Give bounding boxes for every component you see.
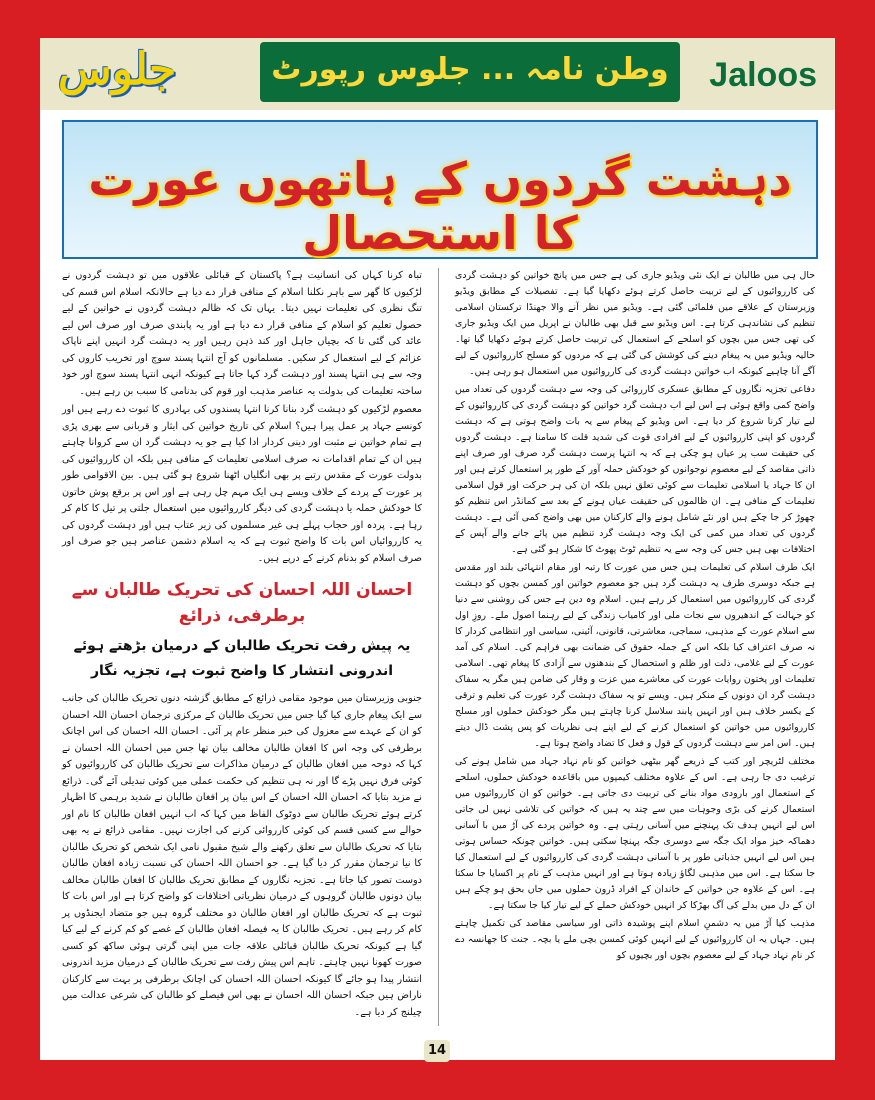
body-paragraph: تباہ کرنا کہاں کی انسانیت ہے؟ پاکستان کے قبائلی علاقوں میں تو دہشت گردوں نے لڑکیوں کا گھر سے باہر نکلنا اسلام کے منافی قرار دے دیا ہے حالانکہ اسلام اس قسم کی تنگ نظری کی تعلیمات نہیں دیتا۔ یہاں تک کہ ظالم دہشت گردوں نے خواتین کے لیے حصول تعلیم کو اسلام کے منافی قرار دے دیا ہے اور یہ پابندی صرف اور صرف اس لیے عائد کی گئی تا کہ بچیاں جاہل اور کند ذہن رہیں اور یہ دہشت گرد انہیں اپنے ناپاک عزائم کے لیے استعمال کر سکیں۔ مسلمانوں کو آج انتہا پسند سوچ اور تخریب کاروں کی وجہ سے ہی انتہا پسند اور دہشت گرد کہا جاتا ہے کیونکہ انہی انتہا پسند سوچ اور خود ساختہ تعلیمات کی بدولت یہ عناصر مذہب اور قوم کی بدنامی کا سبب بن رہے ہیں۔ xyxy=(62,270,422,397)
subheading-line: اندرونی انتشار کا واضح ثبوت ہے، تجزیہ نگار xyxy=(90,663,394,679)
article-headline: دہشت گردوں کے ہاتھوں عورت کا استحصال xyxy=(88,152,792,260)
page-header xyxy=(40,38,835,110)
right-border xyxy=(835,0,875,1100)
body-paragraph: جنوبی وزیرستان میں موجود مقامی ذرائع کے مطابق گزشتہ دنوں تحریک طالبان کی جانب سے ایک پیغام جاری کیا گیا جس میں تحریک طالبان کے مرکزی ترجمان احسان اللہ احسان کو ان کے عہدے سے معزول کی خبر منظر عام پر آئی۔ احسان اللہ احسان کی اس اچانک برطرفی کی وجہ اس کا افغان طالبان مخالف بیان تھا جس میں احسان اللہ احسان نے کہا کہ دوحہ میں افغان طالبان کے درمیان مذاکرات سے تحریک طالبان کی کارروائیوں کو کوئی فرق نہیں پڑے گا اور نہ ہی تنظیم کی حکمت عملی میں کوئی تبدیلی آئے گی۔ ذرائع نے مزید بتایا کہ احسان اللہ احسان کے اس بیان پر افغان طالبان نے شدید برہمی کا اظہار کرتے ہوئے تحریک طالبان سے دوٹوک الفاظ میں کہا کہ اب انہیں افغان طالبان کا نام اور حوالے سے کسی قسم کی کوئی کارروائی کرنے کی اجازت نہیں۔ مقامی ذرائع نے یہ بھی بتایا کہ تحریک طالبان سے تعلق رکھنے والے شیخ مقبول نامی ایک شخص کو تحریک طالبان کا نیا ترجمان مقرر کر دیا گیا ہے۔ جو احسان اللہ احسان کی نسبت زیادہ افغان طالبان دوست تصور کیا جاتا ہے۔ تجزیہ نگاروں کے مطابق تحریک طالبان کا افغان طالبان مخالف بیان دونوں طالبان گروہوں کے درمیان نظریاتی اختلافات کو واضح کرتا ہے اور اس بات کا ثبوت ہے کہ تحریک طالبان اور افغان طالبان دو مختلف گروہ ہیں جو متضاد ایجنڈوں پر کام کر رہے ہیں۔ تحریک طالبان کا یہ فیصلہ افغان طالبان کے غصے کو کم کرنے کے لیے کیا گیا ہے کیونکہ تحریک طالبان قبائلی علاقہ جات میں اپنی گرتی ہوئی ساکھ کو کسی صورت کھونا نہیں چاہتے۔ تاہم اس پیش رفت سے تحریک طالبان کے درمیان مزید اندرونی انتشار پیدا ہو جائے گا کیونکہ احسان اللہ احسان کی اچانک برطرفی پر بہت سے کارکنان ناراض ہیں جبکہ احسان اللہ احسان نے بھی اس فیصلے کو طالبان کی شرعی عدالت میں چیلنج کر دیا ہے۔ xyxy=(62,693,422,1018)
body-paragraph: معصوم لڑکیوں کو دہشت گرد بنانا کرنا انتہا پسندوں کی بہادری کا ثبوت دے رہے ہیں اور کونسے جہاد پر عمل پیرا ہیں؟ اسلام کی تاریخ خواتین کی ایثار و قربانی سے بھری پڑی ہے تمام خواتین نے مثبت اور دینی کردار ادا کیا ہے جو یہ دہشت گرد ان سے کروانا چاہتے ہیں ان کے تمام اقدامات نہ صرف اسلامی تعلیمات کے منافی ہیں بلکہ ان کارروائیوں کی بدولت عورت کے مقدس رتبے پر بھی انگلیاں اٹھنا شروع ہو گئی ہیں۔ بین الاقوامی طور پر عورت کے پردے کے خلاف ویسے ہی ایک مہم چل رہی ہے اور اس پر برقع پوش خاتون کا خودکش حملہ یا دہشت گردی کی دیگر کارروائیوں میں استعمال جلتی پر تیل کا کام کر رہا ہے۔ پردہ اور حجاب پہلے ہی غیر مسلموں کی زیر عتاب ہیں اور دہشت گردوں کی یہ کارروائیاں اس بات کا واضح ثبوت ہے کہ یہ اسلام دشمن عناصر ہیں جو صرف اور صرف اسلام کو بدنام کرنے کے درپے ہیں۔ xyxy=(62,404,422,564)
brand-name: Jaloos xyxy=(709,56,817,94)
subheading: احسان اللہ احسان کی تحریک طالبان سے برطرفی، ذرائع xyxy=(71,580,413,626)
body-paragraph: حال ہی میں طالبان نے ایک نئی ویڈیو جاری کی ہے جس میں پانچ خواتین کو دہشت گردی کی کارروائیوں کے لیے تربیت حاصل کرتے ہوئے دکھایا گیا ہے۔ تفصیلات کے مطابق ویڈیو وزیرستان کے علاقے میں فلمائی گئی ہے۔ ویڈیو میں نظر آنے والا جھنڈا ترکستان اسلامی تنظیم کی نشاندہی کرتا ہے۔ اس ویڈیو سے قبل بھی طالبان نے اپریل میں ایک ویڈیو جاری کی تھی جس میں بچوں کو اسلحے کے استعمال کی تربیت حاصل کرتے ہوئے دکھایا گیا تھا۔ حالیہ ویڈیو میں یہ پیغام دینے کی کوشش کی گئی ہے کہ مردوں کو مسلح کارروائیوں کے لیے آگے آنا چاہیے کیونکہ اب خواتین دہشت گردی کی کارروائیوں میں استعمال ہو رہی ہیں۔ xyxy=(455,270,815,377)
subheading-line: یہ پیش رفت تحریک طالبان کے درمیان بڑھتے ہوئے xyxy=(73,638,411,654)
column-divider xyxy=(438,268,439,1026)
magazine-logo: جلوس xyxy=(58,44,177,95)
body-paragraph: مختلف لٹریچر اور کتب کے ذریعے گھر بیٹھی خواتین کو نام نہاد جہاد میں شامل ہونے کی ترغیب دی جا رہی ہے۔ اس کے علاوہ مختلف کیمپوں میں باقاعدہ خودکش حملوں، اسلحے کے استعمال اور بارودی مواد بنانے کی تربیت دی جاتی ہے۔ خواتین کو ان کارروائیوں میں استعمال کرنے کی بڑی وجوہات میں سے چند یہ ہیں کہ خواتین کی تلاشی نہیں لی جاتی اس لیے انہیں ہدف تک پہنچنے میں آسانی رہتی ہے۔ وہ خواتین پردے کی آڑ میں با آسانی دھماکہ خیز مواد ایک جگہ سے دوسری جگہ پہنچا سکتی ہیں۔ خواتین چونکہ حساس ہوتی ہیں اس لیے انہیں جذباتی طور پر با آسانی دہشت گردی کی کارروائیوں کے لیے استعمال کیا جا سکتا ہے۔ اس میں مذہبی لگاؤ زیادہ ہوتا ہے اور انہیں مذہب کے نام پر اکسایا جا سکتا ہے۔ اس کے علاوہ جن خواتین کے خاندان کے افراد ڈرون حملوں میں جاں بحق ہو چکے ہیں ان کے دل میں بدلے کی آگ بھڑکا کر انہیں خودکش حملے کے لیے تیار کیا جا سکتا ہے۔ xyxy=(455,756,815,911)
top-border xyxy=(0,0,875,38)
body-paragraph: دفاعی تجزیہ نگاروں کے مطابق عسکری کارروائی کی وجہ سے دہشت گردوں کی تعداد میں واضح کمی واقع ہوئی ہے اس لیے اب دہشت گرد خواتین کو دہشت گردی کی کارروائیوں کے لیے تیار کرنا شروع کر دیا ہے۔ اس ویڈیو کے پیغام سے یہ بات واضح ہوتی ہے کہ دہشت گردوں کو اپنی کارروائیوں کے لیے افرادی قوت کی شدید قلت کا سامنا ہے۔ دہشت گردوں کی حقیقت سب پر عیاں ہو چکی ہے کہ یہ انتہا پرست دہشت گرد صرف اور صرف اپنے ذاتی مقاصد کے لیے معصوم نوجوانوں کو خودکش حملہ آور کے طور پر استعمال کرتے ہیں اور ان کا جہاد یا اسلامی تعلیمات سے کوئی تعلق نہیں بلکہ ان کی ہر حرکت اور قول اسلامی تعلیمات کے منافی ہے۔ ان ظالموں کی حقیقت عیاں ہونے کے بعد سے کمانڈر اس تنظیم کو چھوڑ کر جا چکے ہیں اور نئے شامل ہونے والے کارکنان میں بھی واضح کمی آئی ہے۔ دہشت گردوں کی تعداد میں کمی کی ایک وجہ دہشت گرد تنظیم میں پائے جانے والے آپس کے اختلافات بھی ہیں جس کی وجہ سے یہ تنظیم ٹوٹ پھوٹ کا شکار ہو گئی ہے۔ xyxy=(455,384,815,555)
body-paragraph: مذہب کیا آڑ میں یہ دشمنِ اسلام اپنے پوشیدہ ذاتی اور سیاسی مقاصد کی تکمیل چاہتے ہیں۔ جہاں یہ ان کارروائیوں کے لیے انہیں کوئی کمسن بچی ملے یا بچہ۔ جنت کا جھانسہ دے کر نام نہاد جہاد کے لیے معصوم بچوں اور بچیوں کو xyxy=(455,918,815,961)
right-column xyxy=(455,268,815,966)
bottom-border xyxy=(0,1060,875,1100)
left-border xyxy=(0,0,40,1100)
headline-banner xyxy=(62,120,818,259)
section-title: وطن نامہ ... جلوس رپورٹ xyxy=(271,52,669,87)
body-paragraph: ایک طرف اسلام کی تعلیمات ہیں جس میں عورت کا رتبہ اور مقام انتہائی بلند اور مقدس ہے جبکہ دوسری طرف یہ دہشت گرد ہیں جو معصوم خواتین اور کمسن بچوں کو دہشت گردی کی کارروائیوں میں استعمال کر رہے ہیں۔ اسلام وہ دین ہے جس کی روشنی سے دنیا کو جہالت کے اندھیروں سے نجات ملی اور کامیاب زندگی کے لیے رہنما اصول ملے۔ روزِ اول سے اسلام عورت کے مذہبی، سماجی، معاشرتی، قانونی، آئینی، سیاسی اور انتظامی کردار کا نہ صرف اعتراف کیا بلکہ اس کے جملہ حقوق کی ضمانت بھی فراہم کی۔ اسلام کی آمد عورت کے لیے غلامی، ذلت اور ظلم و استحصال کے بندھنوں سے آزادی کا پیغام تھی۔ اسلامی تعلیمات اور پختون روایات عورت کی معاشرے میں عزت و وقار کی ضامن ہیں مگر یہ سفاک دہشت گرد ان دونوں کے منکر ہیں۔ ویسے تو یہ سفاک دہشت گرد عورت کی تعلیم و ترقی کے یکسر خلاف ہیں اور انہیں پابند سلاسل کرنا چاہتے ہیں مگر خودکش حملوں اور مسلح کارروائیوں میں خواتین کو استعمال کرنے کے لیے اپنے ہی نظریات کو پس پشت ڈال دیتے ہیں۔ اس امر سے دہشت گردوں کے قول و فعل کا تضاد واضح ہوتا ہے۔ xyxy=(455,562,815,749)
page-number: 14 xyxy=(424,1040,450,1062)
left-column xyxy=(62,268,422,1023)
